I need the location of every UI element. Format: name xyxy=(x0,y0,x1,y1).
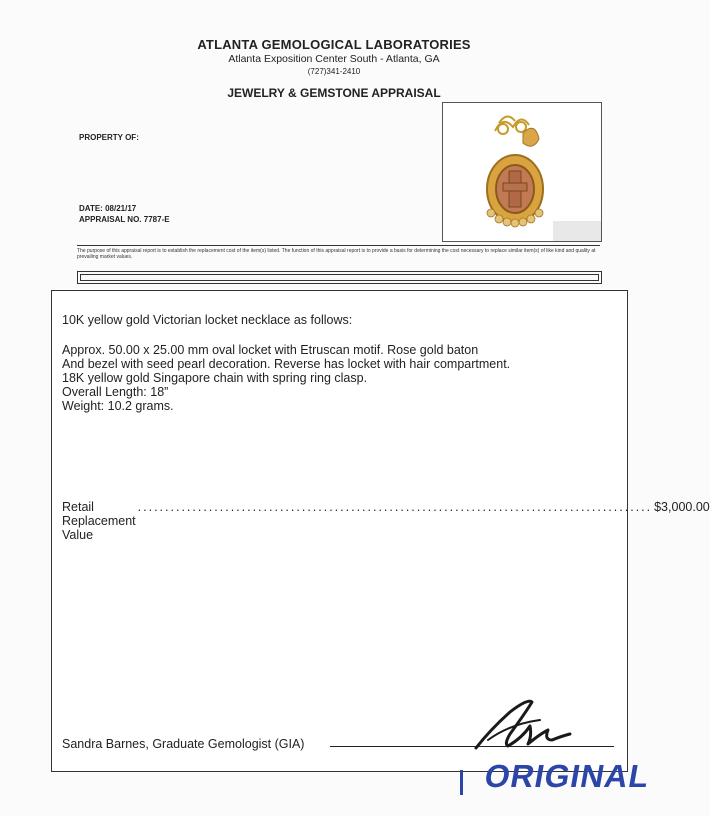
decorative-band-inner xyxy=(80,274,599,281)
handwritten-signature xyxy=(470,690,580,760)
signer-name: Sandra Barnes, Graduate Gemologist (GIA) xyxy=(62,737,305,751)
appraisal-number: 7787-E xyxy=(143,215,170,224)
purpose-statement: The purpose of this appraisal report is to establish the replacement cost of the item(s) listed. The function of this appraisal report is to provide a basis for determining the cost necessary to replace similar item(s) of like kind and quality at prevailing market values. xyxy=(77,248,596,260)
lab-name: ATLANTA GEMOLOGICAL LABORATORIES xyxy=(197,37,471,52)
divider xyxy=(77,245,600,246)
item-description xyxy=(62,343,510,413)
locket-image xyxy=(443,103,601,241)
decorative-band xyxy=(77,271,602,284)
replacement-value-label: Retail Replacement Value xyxy=(62,500,136,542)
lab-address: Atlanta Exposition Center South - Atlanta, GA xyxy=(228,53,440,65)
date-field xyxy=(79,204,136,213)
description-line: Overall Length: 18” xyxy=(62,385,169,399)
description-line: And bezel with seed pearl decoration. Reverse has locket with hair compartment. xyxy=(62,357,511,371)
stamp-mark xyxy=(460,770,463,795)
description-line: Approx. 50.00 x 25.00 mm oval locket with Etruscan motif. Rose gold baton xyxy=(62,343,479,357)
description-line: Weight: 10.2 grams. xyxy=(62,399,174,413)
date-value: 08/21/17 xyxy=(105,204,137,213)
appraisal-number-field xyxy=(79,215,170,224)
leader-dots: .............................................................................................. xyxy=(137,500,653,514)
lab-phone: (727)341-2410 xyxy=(307,67,361,76)
appraisal-label: APPRAISAL NO. xyxy=(79,215,142,224)
property-label: PROPERTY OF: xyxy=(79,133,139,142)
locket-photo xyxy=(442,102,602,242)
replacement-value-row xyxy=(62,500,710,542)
date-label: DATE: xyxy=(79,204,103,213)
description-line: 18K yellow gold Singapore chain with spring ring clasp. xyxy=(62,371,368,385)
replacement-value: $3,000.00 xyxy=(654,500,710,514)
document-title: JEWELRY & GEMSTONE APPRAISAL xyxy=(227,86,441,100)
item-intro: 10K yellow gold Victorian locket necklace as follows: xyxy=(62,313,353,327)
original-stamp: ORIGINAL xyxy=(481,758,653,794)
